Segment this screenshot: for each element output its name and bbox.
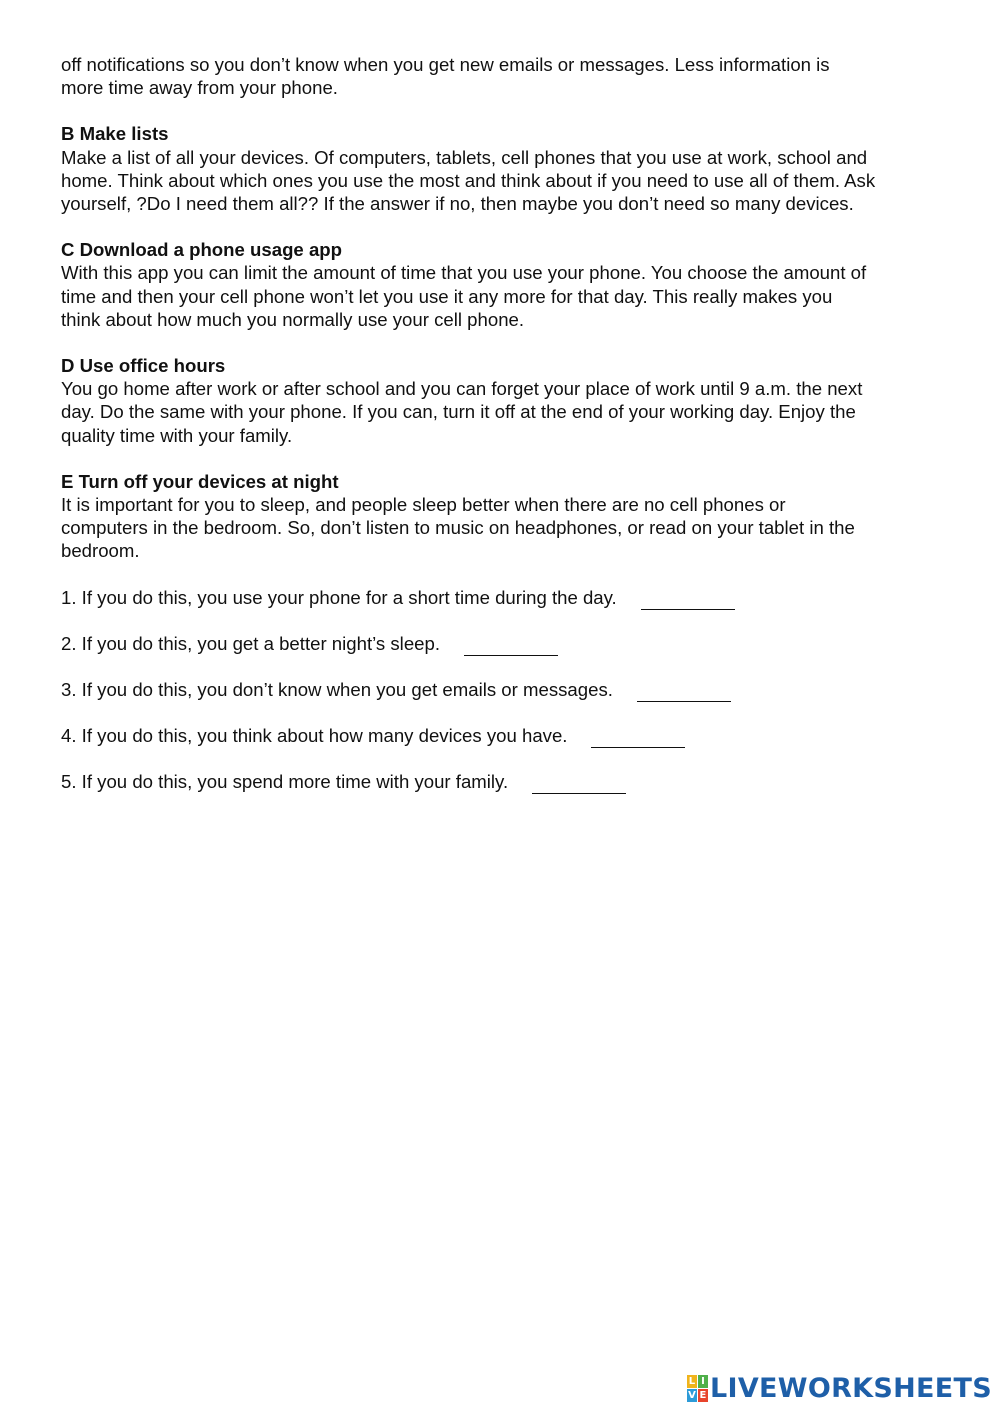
- section-heading: C Download a phone usage app: [61, 239, 342, 261]
- section-heading: E Turn off your devices at night: [61, 470, 339, 492]
- question-item: [61, 770, 961, 793]
- section-e: [61, 470, 961, 563]
- question-item: [61, 632, 961, 655]
- logo-mark-letter: V: [688, 1389, 696, 1401]
- section-text-line: time and then your cell phone won’t let you use it any more for that day. This really makes you: [61, 285, 833, 307]
- intro-line: off notifications so you don’t know when you get new emails or messages. Less information is: [61, 54, 830, 75]
- section-text-line: day. Do the same with your phone. If you can, turn it off at the end of your working day. Enjoy the: [61, 401, 856, 423]
- section-text-line: bedroom.: [61, 540, 140, 562]
- section-text-line: think about how much you normally use your cell phone.: [61, 308, 525, 330]
- intro-line: more time away from your phone.: [61, 77, 338, 99]
- section-text-line: You go home after work or after school and you can forget your place of work until 9 a.m. the next: [61, 378, 863, 400]
- section-heading: B Make lists: [61, 123, 169, 145]
- answer-blank-input[interactable]: [637, 681, 731, 702]
- question-text: 4. If you do this, you think about how many devices you have.: [61, 724, 568, 746]
- logo-mark-letter: E: [699, 1389, 707, 1401]
- question-text: 2. If you do this, you get a better night’s sleep.: [61, 632, 441, 654]
- section-text-line: yourself, ?Do I need them all?? If the answer if no, then maybe you don’t need so many devices.: [61, 193, 854, 215]
- section-text-line: It is important for you to sleep, and people sleep better when there are no cell phones or: [61, 494, 786, 516]
- intro-paragraph: [61, 53, 961, 99]
- section-text-line: Make a list of all your devices. Of computers, tablets, cell phones that you use at work, school and: [61, 146, 868, 168]
- section-text-line: quality time with your family.: [61, 424, 293, 446]
- answer-blank-input[interactable]: [532, 773, 626, 794]
- section-heading: D Use office hours: [61, 355, 226, 377]
- question-text: 1. If you do this, you use your phone for a short time during the day.: [61, 586, 617, 608]
- answer-blank-input[interactable]: [464, 635, 558, 656]
- worksheet-page: [61, 53, 961, 816]
- question-list: [61, 586, 961, 793]
- question-item: [61, 586, 961, 609]
- section-text-line: home. Think about which ones you use the most and think about if you need to use all of them. Ask: [61, 169, 876, 191]
- section-c: [61, 238, 961, 331]
- logo-text: LIVEWORKSHEETS: [709, 1372, 992, 1404]
- question-text: 3. If you do this, you don’t know when you get emails or messages.: [61, 678, 613, 700]
- answer-blank-input[interactable]: [641, 589, 735, 610]
- liveworksheets-logo: [687, 1373, 992, 1403]
- logo-mark-icon: [687, 1375, 708, 1402]
- section-d: [61, 354, 961, 447]
- answer-blank-input[interactable]: [591, 727, 685, 748]
- section-b: [61, 122, 961, 215]
- section-text-line: computers in the bedroom. So, don’t listen to music on headphones, or read on your tablet in the: [61, 517, 855, 539]
- question-text: 5. If you do this, you spend more time with your family.: [61, 770, 509, 792]
- logo-mark-letter: L: [688, 1375, 696, 1387]
- question-item: [61, 724, 961, 747]
- logo-mark-letter: I: [698, 1375, 708, 1388]
- section-text-line: With this app you can limit the amount of time that you use your phone. You choose the amount of: [61, 262, 867, 284]
- question-item: [61, 678, 961, 701]
